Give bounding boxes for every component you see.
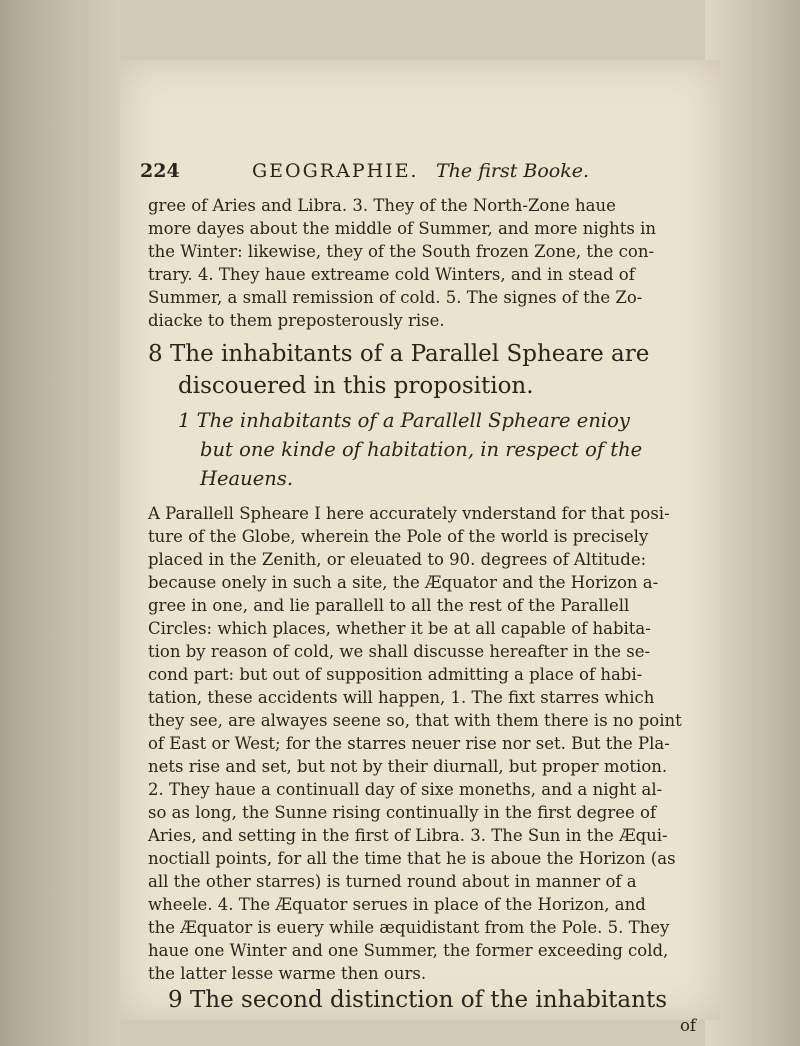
running-title: GEOGRAPHIE. [252, 160, 419, 182]
page-header [140, 160, 660, 188]
text-line: trary. 4. They haue extreame cold Winters, and in stead of [148, 265, 635, 284]
text-line: Aries, and setting in the first of Libra. 3. The Sun in the Æqui- [148, 826, 668, 845]
text-line: the latter lesse warme then ours. [148, 964, 427, 983]
text-line: cond part: but out of supposition admitting a place of habi- [148, 665, 643, 684]
text-line: wheele. 4. The Æquator serues in place of the Horizon, and [148, 895, 646, 914]
section-heading: discouered in this proposition. [178, 373, 534, 399]
proposition-text: 1 The inhabitants of a Parallell Spheare enioy [178, 409, 630, 432]
proposition-text: Heauens. [200, 467, 294, 490]
text-line: ture of the Globe, wherein the Pole of the world is precisely [148, 527, 649, 546]
text-line: so as long, the Sunne rising continually in the first degree of [148, 803, 657, 822]
text-line: haue one Winter and one Summer, the former exceeding cold, [148, 941, 669, 960]
section-heading: 9 The second distinction of the inhabitants [168, 987, 667, 1013]
text-line: the Æquator is euery while æquidistant from the Pole. 5. They [148, 918, 670, 937]
text-line: nets rise and set, but not by their diurnall, but proper motion. [148, 757, 668, 776]
left-page-edge [0, 0, 120, 1046]
text-line: tion by reason of cold, we shall discusse hereafter in the se- [148, 642, 651, 661]
section-heading: 8 The inhabitants of a Parallel Spheare are [148, 341, 650, 367]
text-line: A Parallell Spheare I here accurately vnderstand for that posi- [148, 504, 670, 523]
text-line: gree in one, and lie parallell to all the rest of the Parallell [148, 596, 630, 615]
book-page [120, 60, 720, 1035]
text-line: Summer, a small remission of cold. 5. The signes of the Zo- [148, 288, 643, 307]
catchword: of [680, 1016, 697, 1035]
text-line: diacke to them preposterously rise. [148, 311, 445, 330]
text-line: more dayes about the middle of Summer, and more nights in [148, 219, 657, 238]
text-line: they see, are alwayes seene so, that with them there is no point [148, 711, 682, 730]
page-number: 224 [140, 160, 180, 182]
text-line: Circles: which places, whether it be at all capable of habita- [148, 619, 651, 638]
book-title: The first Booke. [436, 160, 590, 182]
text-line: gree of Aries and Libra. 3. They of the North-Zone haue [148, 196, 616, 215]
text-line: of East or West; for the starres neuer rise nor set. But the Pla- [148, 734, 670, 753]
text-line: because onely in such a site, the Æquator and the Horizon a- [148, 573, 659, 592]
text-line: tation, these accidents will happen, 1. The fixt starres which [148, 688, 655, 707]
text-line: all the other starres) is turned round about in manner of a [148, 872, 637, 891]
text-line: the Winter: likewise, they of the South frozen Zone, the con- [148, 242, 655, 261]
text-line: noctiall points, for all the time that he is aboue the Horizon (as [148, 849, 676, 868]
text-line: placed in the Zenith, or eleuated to 90. degrees of Altitude: [148, 550, 647, 569]
text-line: 2. They haue a continuall day of sixe moneths, and a night al- [148, 780, 663, 799]
proposition-text: but one kinde of habitation, in respect of the [200, 438, 643, 461]
